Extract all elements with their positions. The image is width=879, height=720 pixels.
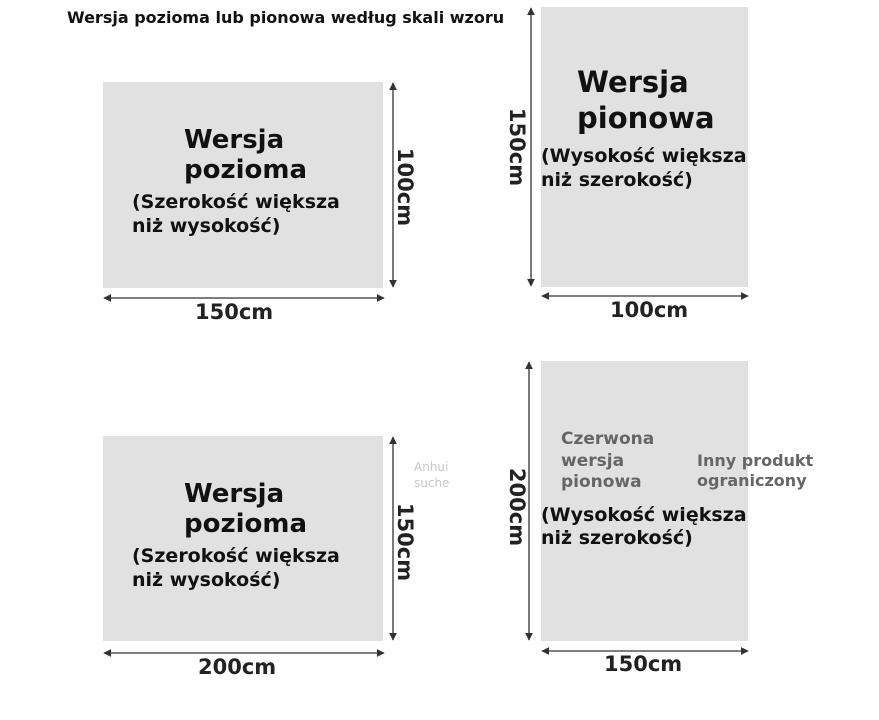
side-note-line2: ograniczony [697, 471, 807, 490]
watermark-line1: Anhui [414, 460, 449, 474]
subtitle-line1-top-right: (Wysokość większa [541, 145, 747, 167]
side-note-line1: Inny produkt [697, 451, 814, 470]
width-label-bottom-right: 150cm [604, 652, 683, 676]
height-label-bottom-right: 200cm [505, 467, 530, 547]
title-line2-bottom-left: pozioma [184, 509, 308, 539]
watermark-line2: suche [414, 476, 450, 490]
title-line2-top-left: pozioma [184, 155, 308, 185]
title-line1-top-right: Wersja [577, 65, 689, 99]
subtitle-line2-top-left: niż wysokość) [132, 215, 281, 237]
subtitle-line1-bottom-right: (Wysokość większa [541, 504, 747, 526]
subtitle-line2-top-right: niż szerokość) [541, 169, 693, 191]
note-line1-bottom-right: Czerwona [561, 429, 655, 449]
title-line1-top-left: Wersja [184, 125, 285, 155]
subtitle-line2-bottom-left: niż wysokość) [132, 569, 281, 591]
height-label-bottom-left: 150cm [393, 502, 418, 582]
title-line2-top-right: pionowa [577, 101, 715, 135]
page-title: Wersja pozioma lub pionowa według skali wzoru [67, 8, 505, 27]
width-label-bottom-left: 200cm [198, 655, 277, 679]
width-label-top-left: 150cm [195, 300, 274, 324]
height-label-top-right: 150cm [505, 107, 530, 187]
subtitle-line1-bottom-left: (Szerokość większa [132, 545, 340, 567]
subtitle-line1-top-left: (Szerokość większa [132, 191, 340, 213]
width-label-top-right: 100cm [610, 298, 689, 322]
subtitle-line2-bottom-right: niż szerokość) [541, 527, 693, 549]
note-line3-bottom-right: pionowa [561, 472, 642, 492]
note-line2-bottom-right: wersja [561, 451, 625, 471]
height-label-top-left: 100cm [393, 147, 418, 227]
title-line1-bottom-left: Wersja [184, 479, 285, 509]
